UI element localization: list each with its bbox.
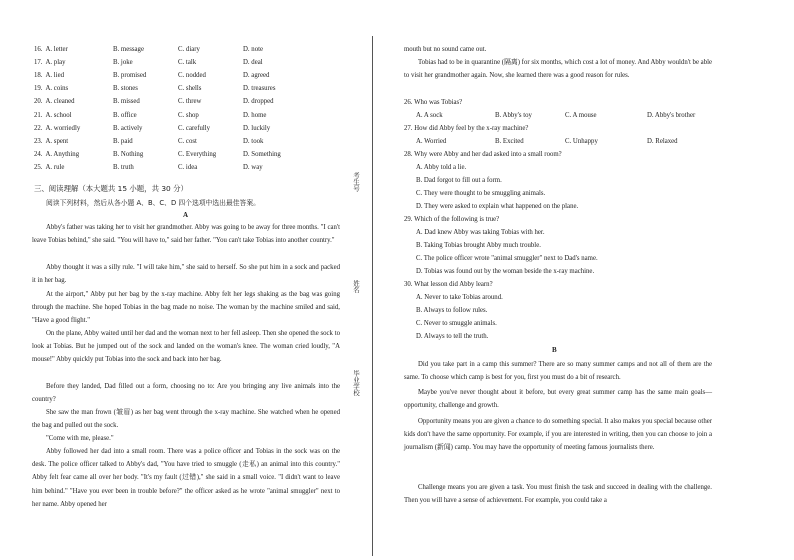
passage-b-paragraph: Challenge means you are given a task. You must finish the task and succeed in dealing with the challenge. Then you will have a sense of achievement. For example, you could take a: [404, 484, 712, 505]
cloze-option: C. talk: [178, 59, 197, 67]
answer-option[interactable]: D. Tobias was found out by the woman beside the x-ray machine.: [416, 268, 595, 275]
cloze-option: D. way: [243, 163, 263, 171]
passage-b-paragraph: Opportunity means you are given a chance to do something special. It also makes you special because other kids don't have the same opportunity. For example, if you are interested in writing, then you can choose to join a journalism (新闻) camp. You may have the opportunity of meeting famous journalists there.: [404, 418, 712, 452]
passage-a-paragraph: She saw the man frown (皱眉) as her bag went through the x-ray machine. She watched when he opened the bag and pulled out the sock.: [32, 409, 340, 430]
question-stem: 30. What lesson did Abby learn?: [404, 281, 493, 288]
question-number: 17.: [34, 59, 43, 67]
passage-a-paragraph: Abby followed her dad into a small room. There was a police officer and Tobias in the sock was on the desk. The police officer talked to Abby's dad, "You have tried to smuggle (走私) an animal into this country." Abby felt fear came all over her body. "It's my fault (过错)," she said in a small voice. "I didn't want to leave him behind." "Have you ever been in trouble before?" the officer asked as he wrote "animal smuggler" next to her name. Abby opened her: [32, 448, 340, 508]
cloze-option-a: [34, 95, 75, 108]
name-label: 姓名: [352, 280, 360, 293]
passage-a-paragraph: "Come with me, please.": [46, 435, 114, 442]
cloze-option: A. spent: [45, 137, 69, 145]
candidate-number-label: 考生号: [352, 172, 360, 192]
answer-option[interactable]: A. Worried: [416, 138, 447, 145]
answer-option[interactable]: A. Dad knew Abby was taking Tobias with her.: [416, 229, 545, 236]
cloze-option: A. cleaned: [45, 98, 75, 106]
passage-a-continued: Tobias had to be in quarantine (隔离) for six months, which cost a lot of money. And Abby wouldn't be able to visit her grandmother again. Now, she learned there was a good reason for rules.: [404, 59, 712, 80]
cloze-option: D. agreed: [243, 72, 270, 80]
passage-a-paragraph: At the airport," Abby put her bag by the x-ray machine. Abby felt her legs shaking as the bag was going through the machine. She hoped Tobias in the bag made no noise. The woman by the machine smiled and said, "Have a good flight.": [32, 291, 340, 325]
answer-option[interactable]: D. Always to tell the truth.: [416, 333, 489, 340]
cloze-option-a: [34, 109, 72, 122]
cloze-option: B. paid: [113, 137, 133, 145]
passage-b-paragraph: Did you take part in a camp this summer? There are so many summer camps and not all of them are the same. To choose which camp is best for you, first you must do a bit of research.: [404, 361, 712, 382]
cloze-option: B. promised: [113, 72, 147, 80]
cloze-option: D. took: [243, 137, 264, 145]
cloze-option-a: [34, 43, 68, 56]
cloze-option-a: [34, 122, 80, 135]
cloze-option-a: [34, 148, 79, 161]
question-number: 16.: [34, 46, 43, 53]
passage-a-paragraph: On the plane, Abby waited until her dad and the woman next to her fell asleep. Then she opened the sock to look at Tobias. But he jumped out of the sock and landed on the woman's knee. The woman cried loudly, "A mouse!" Abby quickly put Tobias into the sock and back into her bag.: [32, 330, 340, 364]
answer-option[interactable]: D. Relaxed: [647, 138, 678, 145]
cloze-option: D. treasures: [243, 85, 276, 93]
answer-option[interactable]: B. Taking Tobias brought Abby much trouble.: [416, 242, 541, 249]
cloze-option: A. letter: [45, 46, 68, 53]
answer-option[interactable]: B. Always to follow rules.: [416, 307, 488, 314]
passage-b-title: B: [552, 346, 557, 354]
passage-a-continued: mouth but no sound came out.: [404, 46, 487, 53]
cloze-option: A. school: [45, 111, 72, 119]
answer-option[interactable]: C. A mouse: [565, 112, 597, 119]
cloze-option: B. Nothing: [113, 150, 144, 158]
answer-option[interactable]: D. They were asked to explain what happened on the plane.: [416, 203, 579, 210]
cloze-option: A. lied: [45, 72, 64, 80]
cloze-option-a: [34, 161, 64, 174]
cloze-option-a: [34, 82, 68, 95]
cloze-option: B. message: [113, 46, 144, 53]
section-heading: 三、阅读理解（本大题共 15 小题，共 30 分）: [34, 184, 188, 193]
cloze-option: B. missed: [113, 98, 140, 106]
question-number: 22.: [34, 124, 43, 132]
cloze-option: D. luckily: [243, 124, 271, 132]
question-number: 23.: [34, 137, 43, 145]
section-instruction: 阅读下列材料，然后从各小题 A、B、C、D 四个选项中选出最佳答案。: [46, 199, 260, 207]
cloze-option: D. Something: [243, 150, 281, 158]
cloze-option: B. actively: [113, 124, 143, 132]
cloze-option: C. carefully: [178, 124, 211, 132]
cloze-option: C. cost: [178, 137, 197, 145]
column-divider: [372, 36, 373, 556]
passage-a-paragraph: Abby thought it was a silly rule. "I will take him," she said to herself. So she put him in a sock and packed it in her bag.: [32, 264, 340, 285]
cloze-option-a: [34, 69, 64, 82]
answer-option[interactable]: C. They were thought to be smuggling animals.: [416, 190, 546, 197]
cloze-option: C. shop: [178, 111, 199, 119]
cloze-option: D. home: [243, 111, 267, 119]
question-number: 25.: [34, 163, 43, 171]
passage-a-title: A: [183, 211, 189, 219]
cloze-option: C. diary: [178, 46, 200, 53]
answer-option[interactable]: A. Abby told a lie.: [416, 164, 467, 171]
answer-option[interactable]: B. Excited: [495, 138, 524, 145]
cloze-option-a: [34, 56, 66, 69]
passage-a-paragraph: Before they landed, Dad filled out a form, choosing no to: Are you bringing any live animals into the country?: [32, 383, 340, 404]
cloze-option: D. dropped: [243, 98, 274, 106]
cloze-option-a: [34, 135, 68, 148]
cloze-option: C. threw: [178, 98, 202, 106]
cloze-option: B. office: [113, 111, 137, 119]
cloze-option: D. note: [243, 46, 264, 53]
answer-option[interactable]: C. The police officer wrote "animal smuggler" next to Dad's name.: [416, 255, 598, 262]
answer-option[interactable]: A. Never to take Tobias around.: [416, 294, 503, 301]
question-number: 18.: [34, 72, 43, 80]
answer-option[interactable]: C. Never to smuggle animals.: [416, 320, 497, 327]
cloze-option: A. coins: [45, 85, 69, 93]
cloze-option: B. truth: [113, 163, 134, 171]
school-label: 毕业学校: [352, 370, 360, 396]
answer-option[interactable]: D. Abby's brother: [647, 112, 696, 119]
cloze-option: D. deal: [243, 59, 263, 67]
question-number: 24.: [34, 150, 43, 158]
question-number: 20.: [34, 98, 43, 106]
question-number: 19.: [34, 85, 43, 93]
cloze-option: A. Anything: [45, 150, 80, 158]
answer-option[interactable]: B. Dad forgot to fill out a form.: [416, 177, 502, 184]
answer-option[interactable]: A. A sock: [416, 112, 443, 119]
question-stem: 26. Who was Tobias?: [404, 99, 463, 106]
passage-a-paragraph: Abby's father was taking her to visit her grandmother. Abby was going to be away for three months. "I can't leave Tobias behind," she said. "You will have to," said her father. "You can't take Tobias into another country.": [32, 224, 340, 245]
question-number: 21.: [34, 111, 43, 119]
question-stem: 28. Why were Abby and her dad asked into a small room?: [404, 151, 562, 158]
answer-option[interactable]: B. Abby's toy: [495, 112, 532, 119]
cloze-option: C. idea: [178, 163, 198, 171]
cloze-option: B. stones: [113, 85, 138, 93]
cloze-option: A. rule: [45, 163, 65, 171]
cloze-option: C. shells: [178, 85, 202, 93]
cloze-option: C. nodded: [178, 72, 206, 80]
answer-option[interactable]: C. Unhappy: [565, 138, 598, 145]
passage-b-paragraph: Maybe you've never thought about it before, but every great summer camp has the same main goals—opportunity, challenge and growth.: [404, 389, 712, 410]
cloze-option: A. play: [45, 59, 66, 67]
cloze-option: A. worriedly: [45, 124, 81, 132]
cloze-option: C. Everything: [178, 150, 217, 158]
question-stem: 27. How did Abby feel by the x-ray machine?: [404, 125, 529, 132]
question-stem: 29. Which of the following is true?: [404, 216, 500, 223]
cloze-option: B. joke: [113, 59, 133, 67]
